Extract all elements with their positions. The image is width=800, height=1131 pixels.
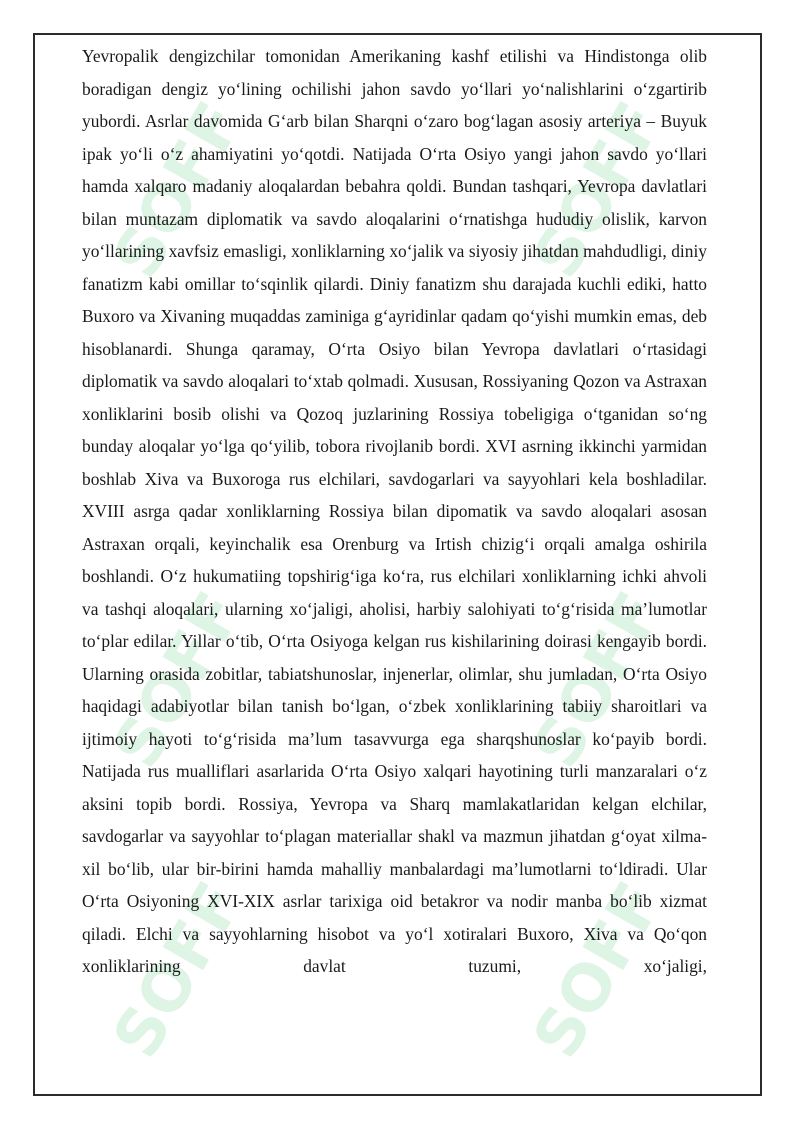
svg-text:SOFF: SOFF (99, 870, 258, 1071)
body-paragraph: Yevropalik dengizchilar tomonidan Amerikaning kashf etilishi va Hindistonga olib boradigan dengiz yo‘lining ochilishi jahon savdo yo‘llari yo‘nalishlarini o‘zgartirib yubordi. Asrlar davomida G‘arb bilan Sharqni o‘zaro bog‘lagan asosiy arteriya – Buyuk ipak yo‘li o‘z ahamiyatini yo‘qotdi. Natijada O‘rta Osiyo yangi jahon savdo yo‘llari hamda xalqaro madaniy aloqalardan bebahra qoldi. Bundan tashqari, Yevropa davlatlari bilan muntazam diplomatik va savdo aloqalarini o‘rnatishga hududiy olislik, karvon yo‘llarining xavfsiz emasligi, xonliklarning xo‘jalik va siyosiy jihatdan mahdudligi, diniy fanatizm kabi omillar to‘sqinlik qilardi. Diniy fanatizm shu darajada kuchli ediki, hatto Buxoro va Xivaning muqaddas zaminiga g‘ayridinlar qadam qo‘yishi mumkin emas, deb hisoblanardi. Shunga qaramay, O‘rta Osiyo bilan Yevropa davlatlari o‘rtasidagi diplomatik va savdo aloqalari to‘xtab qolmadi. Xususan, Rossiyaning Qozon va Astraxan xonliklarini bosib olishi va Qozoq juzlarining Rossiya tobeligiga o‘tganidan so‘ng bunday aloqalar yo‘lga qo‘yilib, tobora rivojlanib bordi. XVI asrning ikkinchi yarmidan boshlab Xiva va Buxoroga rus elchilari, savdogarlari va sayyohlari kela boshladilar. XVIII asrga qadar xonliklarning Rossiya bilan dipomatik va savdo aloqalari asosan Astraxan orqali, keyinchalik esa Orenburg va Irtish chizig‘i orqali amalga oshirila boshlandi. O‘z hukumatiing topshirig‘iga ko‘ra, rus elchilari xonliklarning ichki ahvoli va tashqi aloqalari, ularning xo‘jaligi, aholisi, harbiy salohiyati to‘g‘risida ma’lumotlar to‘plar edilar. Yillar o‘tib, O‘rta Osiyoga kelgan rus kishilarining doirasi kengayib bordi. Ularning orasida zobitlar, tabiatshunoslar, injenerlar, olimlar, shu jumladan, O‘rta Osiyo haqidagi adabiyotlar bilan tanish bo‘lgan, o‘zbek xonliklarining tabiiy sharoitlari va ijtimoiy hayoti to‘g‘risida ma’lum tasavvurga ega sharqshunoslar ko‘payib bordi. Natijada rus mualliflari asarlarida O‘rta Osiyo xalqari hayotining turli manzaralari o‘z aksini topib bordi. Rossiya, Yevropa va Sharq mamlakatlaridan kelgan elchilar, savdogarlar va sayyohlar to‘plagan materiallar shakl va mazmun jihatdan g‘oyat xilma-xil bo‘lib, ular bir-birini hamda mahalliy manbalardagi ma’lumotlarni to‘ldiradi. Ular O‘rta Osiyoning XVI-XIX asrlar tarixiga oid betakror va nodir manba bo‘lib xizmat qiladi. Elchi va sayyohlarning hisobot va yo‘l xotiralari Buxoro, Xiva va Qo‘qon xonliklarining davlat tuzumi, xo‘jaligi, (82, 46, 707, 976)
svg-text:SOFF: SOFF (519, 580, 678, 781)
svg-text:SOFF: SOFF (519, 90, 678, 291)
svg-text:SOFF: SOFF (99, 580, 258, 781)
svg-text:SOFF: SOFF (99, 90, 258, 291)
svg-text:SOFF: SOFF (519, 870, 678, 1071)
